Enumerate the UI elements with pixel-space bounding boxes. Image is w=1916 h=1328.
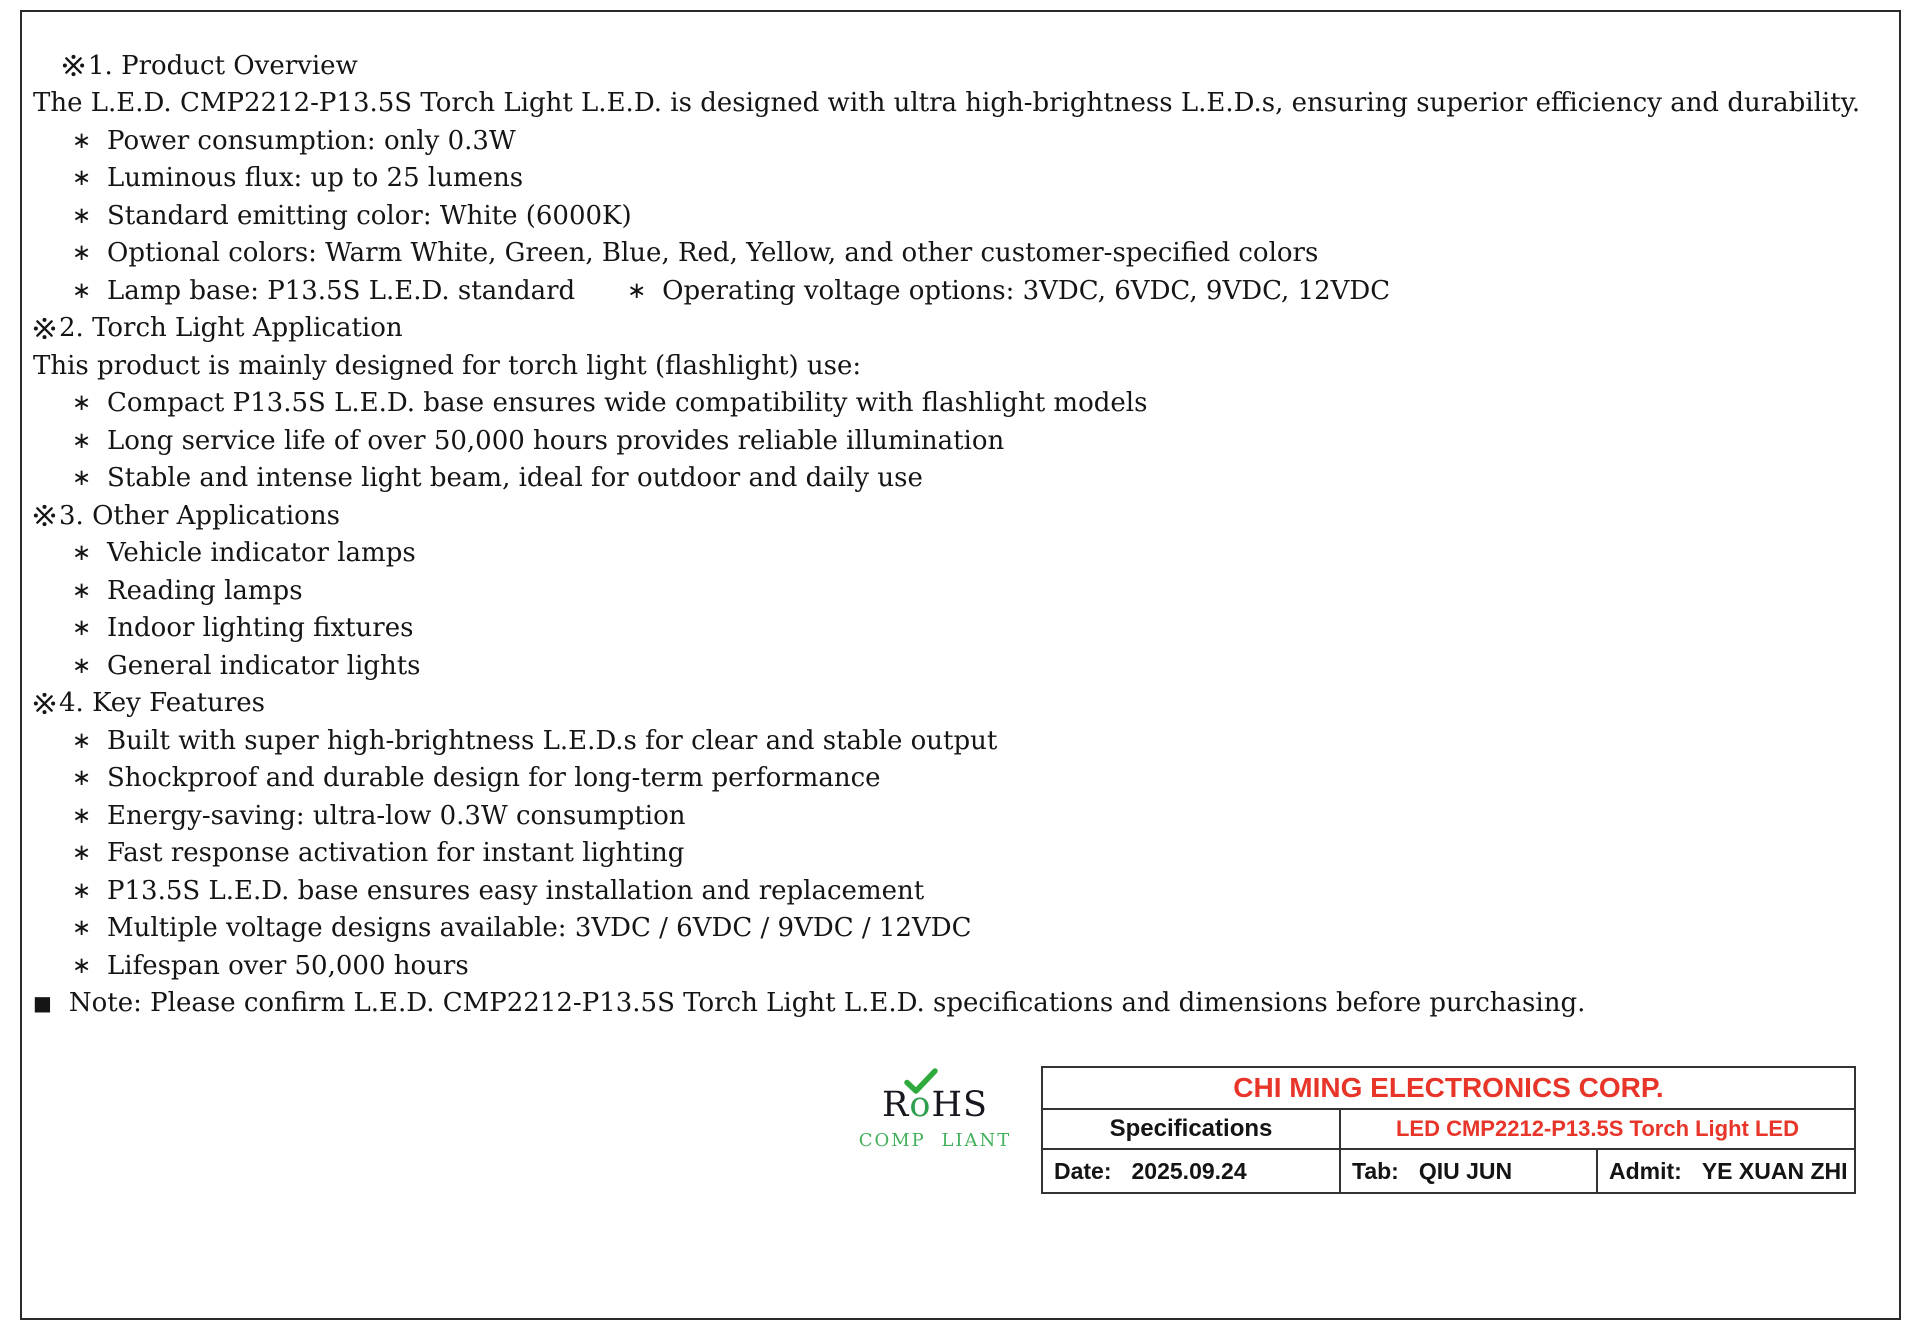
bullet-text: P13.5S L.E.D. base ensures easy installation and replacement (107, 875, 925, 906)
bullet-text: Operating voltage options: 3VDC, 6VDC, 9VDC, 12VDC (662, 275, 1391, 306)
asterisk-bullet-icon: ∗ (72, 877, 92, 904)
asterisk-bullet-icon: ∗ (627, 277, 647, 304)
asterisk-bullet-icon: ∗ (72, 127, 92, 154)
reference-mark-icon (62, 54, 85, 77)
document-body (33, 47, 1860, 1022)
tab-value: QIU JUN (1418, 1157, 1513, 1184)
asterisk-bullet-icon: ∗ (72, 165, 92, 192)
reference-mark-icon (33, 504, 56, 527)
note-square-icon: ■ (33, 991, 52, 1016)
asterisk-bullet-icon: ∗ (72, 952, 92, 979)
reference-mark-icon (33, 692, 56, 715)
asterisk-bullet-icon: ∗ (72, 652, 92, 679)
bullet-text: Vehicle indicator lamps (107, 538, 416, 569)
bullet-text: Indoor lighting fixtures (107, 613, 414, 644)
rohs-letter-o: o (909, 1085, 932, 1125)
bullet-text: Stable and intense light beam, ideal for outdoor and daily use (107, 463, 923, 494)
bullet-text: Energy-saving: ultra-low 0.3W consumption (107, 800, 686, 831)
paragraph (33, 347, 1860, 385)
bullet-item (33, 197, 1860, 235)
date-label: Date: (1054, 1157, 1112, 1184)
asterisk-bullet-icon: ∗ (72, 840, 92, 867)
asterisk-bullet-icon: ∗ (72, 802, 92, 829)
asterisk-bullet-icon: ∗ (72, 240, 92, 267)
paragraph-text: This product is mainly designed for torch light (flashlight) use: (33, 350, 862, 381)
company-name: CHI MING ELECTRONICS CORP. (1233, 1072, 1664, 1103)
bullet-text: Built with super high-brightness L.E.D.s for clear and stable output (107, 725, 998, 756)
bullet-item (33, 947, 1860, 985)
asterisk-bullet-icon: ∗ (72, 765, 92, 792)
bullet-item (33, 835, 1860, 873)
reference-mark-icon (33, 317, 56, 340)
tab-label: Tab: (1352, 1157, 1399, 1184)
doc-type-cell: Specifications (1109, 1115, 1273, 1142)
bullet-text: Reading lamps (107, 575, 303, 606)
asterisk-bullet-icon: ∗ (72, 390, 92, 417)
bullet-item (33, 722, 1860, 760)
check-icon (904, 1068, 938, 1095)
heading-text: 1. Product Overview (88, 50, 358, 81)
note-text: Note: Please confirm L.E.D. CMP2212-P13.5S Torch Light L.E.D. specifications and dimensions before purchasing. (68, 988, 1586, 1019)
bullet-item (33, 422, 1860, 460)
rohs-logo (845, 1070, 1025, 1151)
section-heading (33, 310, 1860, 348)
bullet-item (33, 535, 1860, 573)
bullet-text: Compact P13.5S L.E.D. base ensures wide compatibility with flashlight models (107, 388, 1148, 419)
heading-text: 3. Other Applications (59, 500, 340, 531)
asterisk-bullet-icon: ∗ (72, 465, 92, 492)
bullet-text: Lamp base: P13.5S L.E.D. standard (107, 275, 576, 306)
bullet-item (33, 872, 1860, 910)
bullet-text: Shockproof and durable design for long-term performance (107, 763, 881, 794)
asterisk-bullet-icon: ∗ (72, 202, 92, 229)
bullet-text: Multiple voltage designs available: 3VDC / 6VDC / 9VDC / 12VDC (107, 913, 972, 944)
bullet-item-double (33, 272, 1860, 310)
rohs-letters-hs: HS (931, 1085, 988, 1125)
spec-table-row-3 (1043, 1148, 1854, 1192)
paragraph-text: The L.E.D. CMP2212-P13.5S Torch Light L.E.D. is designed with ultra high-brightness L.E.D.s, ensuring superior efficiency and durability. (33, 88, 1861, 119)
section-heading (33, 685, 1860, 723)
asterisk-bullet-icon: ∗ (72, 577, 92, 604)
bullet-text: Standard emitting color: White (6000K) (107, 200, 632, 231)
bullet-text: Long service life of over 50,000 hours provides reliable illumination (107, 425, 1005, 456)
bullet-item (33, 160, 1860, 198)
section-heading (33, 497, 1860, 535)
spec-table (1041, 1066, 1856, 1194)
spec-table-row-2 (1043, 1108, 1854, 1148)
note-line (33, 985, 1860, 1023)
asterisk-bullet-icon: ∗ (72, 540, 92, 567)
bullet-text: Fast response activation for instant lighting (107, 838, 685, 869)
bullet-text: Luminous flux: up to 25 lumens (107, 163, 524, 194)
bullet-item (33, 910, 1860, 948)
heading-text: 2. Torch Light Application (59, 313, 403, 344)
tab-cell (1339, 1150, 1596, 1192)
product-name-cell: LED CMP2212-P13.5S Torch Light LED (1339, 1110, 1854, 1148)
bullet-item (33, 760, 1860, 798)
rohs-wordmark (882, 1070, 988, 1125)
date-cell (1043, 1150, 1339, 1192)
asterisk-bullet-icon: ∗ (72, 727, 92, 754)
bullet-item (33, 797, 1860, 835)
admit-value: YE XUAN ZHI (1701, 1157, 1848, 1184)
bullet-item (33, 122, 1860, 160)
asterisk-bullet-icon: ∗ (72, 277, 92, 304)
bullet-item (33, 235, 1860, 273)
bullet-text: General indicator lights (107, 650, 421, 681)
rohs-letter-r: R (882, 1085, 910, 1125)
heading-text: 4. Key Features (59, 688, 265, 719)
admit-label: Admit: (1609, 1157, 1682, 1184)
asterisk-bullet-icon: ∗ (72, 915, 92, 942)
date-value: 2025.09.24 (1131, 1157, 1247, 1184)
asterisk-bullet-icon: ∗ (72, 427, 92, 454)
paragraph (33, 85, 1860, 123)
admit-cell (1596, 1150, 1854, 1192)
bullet-item (33, 385, 1860, 423)
bullet-item (33, 647, 1860, 685)
bullet-text: Power consumption: only 0.3W (107, 125, 516, 156)
bullet-item (33, 572, 1860, 610)
bullet-item (33, 460, 1860, 498)
section-heading (33, 47, 1860, 85)
rohs-compliance-text: COMP LIANT (858, 1129, 1012, 1151)
asterisk-bullet-icon: ∗ (72, 615, 92, 642)
bullet-text: Lifespan over 50,000 hours (107, 950, 469, 981)
bullet-text: Optional colors: Warm White, Green, Blue, Red, Yellow, and other customer-specified colors (107, 238, 1319, 269)
bullet-item (33, 610, 1860, 648)
